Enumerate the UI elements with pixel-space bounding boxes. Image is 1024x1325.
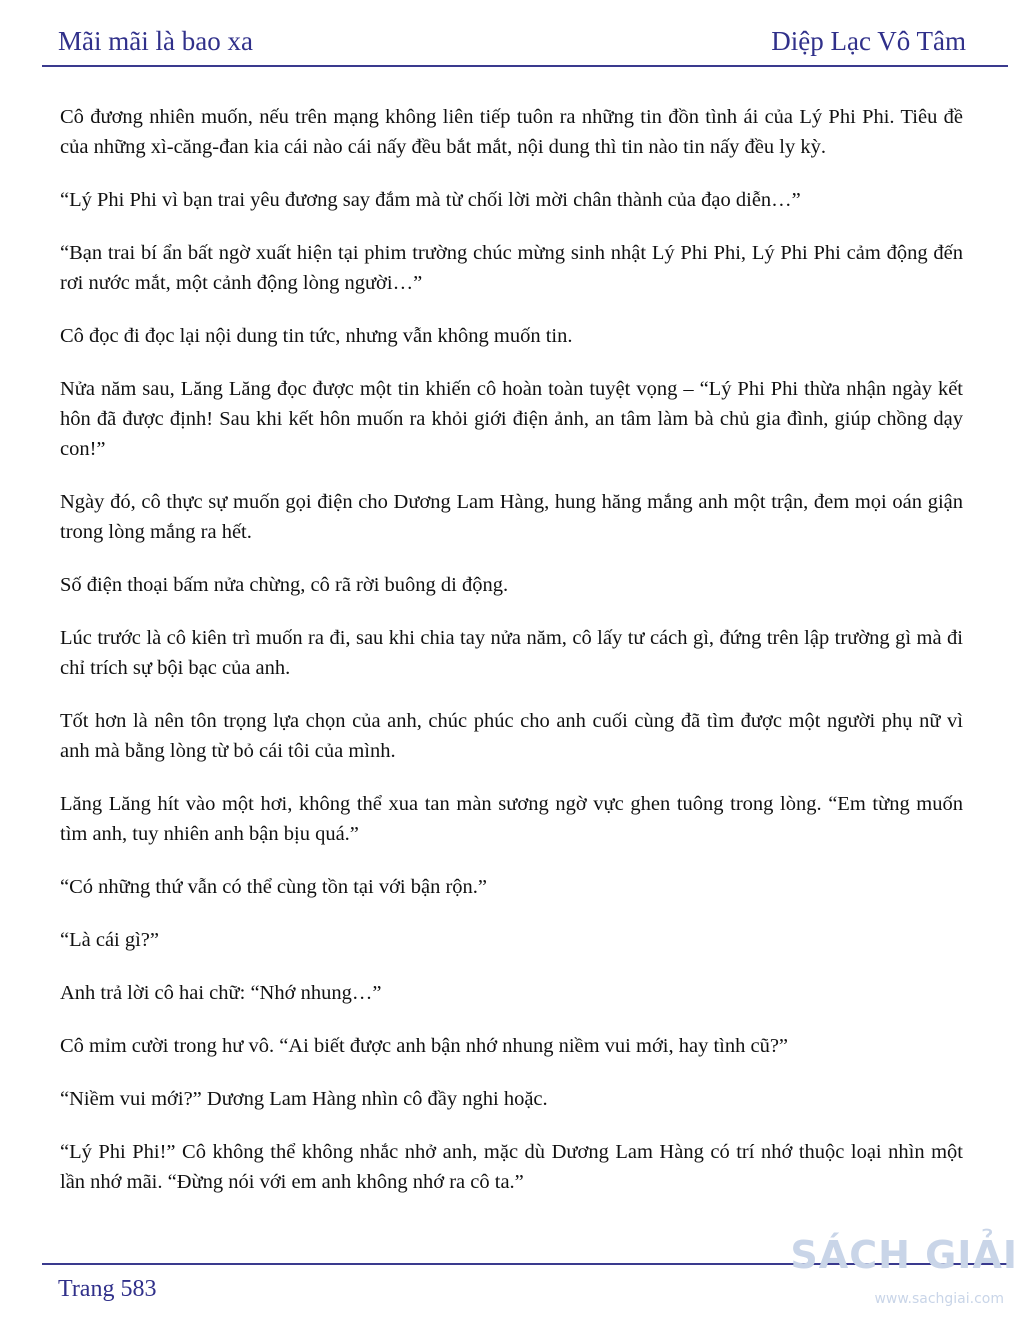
paragraph: “Có những thứ vẫn có thể cùng tồn tại với bận rộn.”: [60, 876, 488, 898]
paragraph: Cô đọc đi đọc lại nội dung tin tức, nhưng vẫn không muốn tin.: [60, 325, 573, 347]
paragraph: Tốt hơn là nên tôn trọng lựa chọn của anh, chúc phúc cho anh cuối cùng đã tìm được một người phụ nữ vì anh mà bằng lòng từ bỏ cái tôi của mình.: [60, 710, 963, 762]
paragraph: Số điện thoại bấm nửa chừng, cô rã rời buông di động.: [60, 574, 509, 596]
header-divider: [42, 65, 1008, 67]
paragraph: Ngày đó, cô thực sự muốn gọi điện cho Dương Lam Hàng, hung hăng mắng anh một trận, đem mọi oán giận trong lòng mắng ra hết.: [60, 491, 963, 543]
paragraph: “Lý Phi Phi!” Cô không thể không nhắc nhở anh, mặc dù Dương Lam Hàng có trí nhớ thuộc loại nhìn một lần nhớ mãi. “Đừng nói với em anh không nhớ ra cô ta.”: [60, 1141, 963, 1193]
page-number: Trang 583: [58, 1276, 157, 1302]
paragraph: “Lý Phi Phi vì bạn trai yêu đương say đắm mà từ chối lời mời chân thành của đạo diễn…”: [60, 189, 801, 211]
watermark-logo: [790, 1233, 1018, 1317]
paragraph: “Niềm vui mới?” Dương Lam Hàng nhìn cô đầy nghi hoặc.: [60, 1088, 548, 1110]
paragraph: “Là cái gì?”: [60, 929, 160, 951]
author-name: Diệp Lạc Vô Tâm: [771, 26, 966, 56]
paragraph: Nửa năm sau, Lăng Lăng đọc được một tin khiến cô hoàn toàn tuyệt vọng – “Lý Phi Phi thừa nhận ngày kết hôn đã được định! Sau khi kết hôn muốn ra khỏi giới điện ảnh, an tâm làm bà chủ gia đình, giúp chồng dạy con!”: [60, 378, 963, 460]
paragraph: Lúc trước là cô kiên trì muốn ra đi, sau khi chia tay nửa năm, cô lấy tư cách gì, đứng trên lập trường gì mà đi chỉ trích sự bội bạc của anh.: [60, 627, 963, 679]
watermark-logo-text: SÁCH GIẢI: [790, 1233, 1018, 1277]
paragraph: Cô đương nhiên muốn, nếu trên mạng không liên tiếp tuôn ra những tin đồn tình ái của Lý Phi Phi. Tiêu đề của những xì-căng-đan kia cái nào cái nấy đều bắt mắt, nội dung thì tin nào tin nấy đều ly kỳ.: [60, 106, 963, 158]
watermark-url: www.sachgiai.com: [874, 1291, 1004, 1307]
page-body: [60, 102, 963, 1220]
paragraph: Cô mỉm cười trong hư vô. “Ai biết được anh bận nhớ nhung niềm vui mới, hay tình cũ?”: [60, 1035, 789, 1057]
book-title: Mãi mãi là bao xa: [58, 26, 253, 56]
paragraph: “Bạn trai bí ẩn bất ngờ xuất hiện tại phim trường chúc mừng sinh nhật Lý Phi Phi, Lý Phi Phi cảm động đến rơi nước mắt, một cảnh động lòng người…”: [60, 242, 963, 294]
paragraph: Lăng Lăng hít vào một hơi, không thể xua tan màn sương ngờ vực ghen tuông trong lòng. “Em từng muốn tìm anh, tuy nhiên anh bận bịu quá.”: [60, 793, 963, 845]
paragraph: Anh trả lời cô hai chữ: “Nhớ nhung…”: [60, 982, 382, 1004]
